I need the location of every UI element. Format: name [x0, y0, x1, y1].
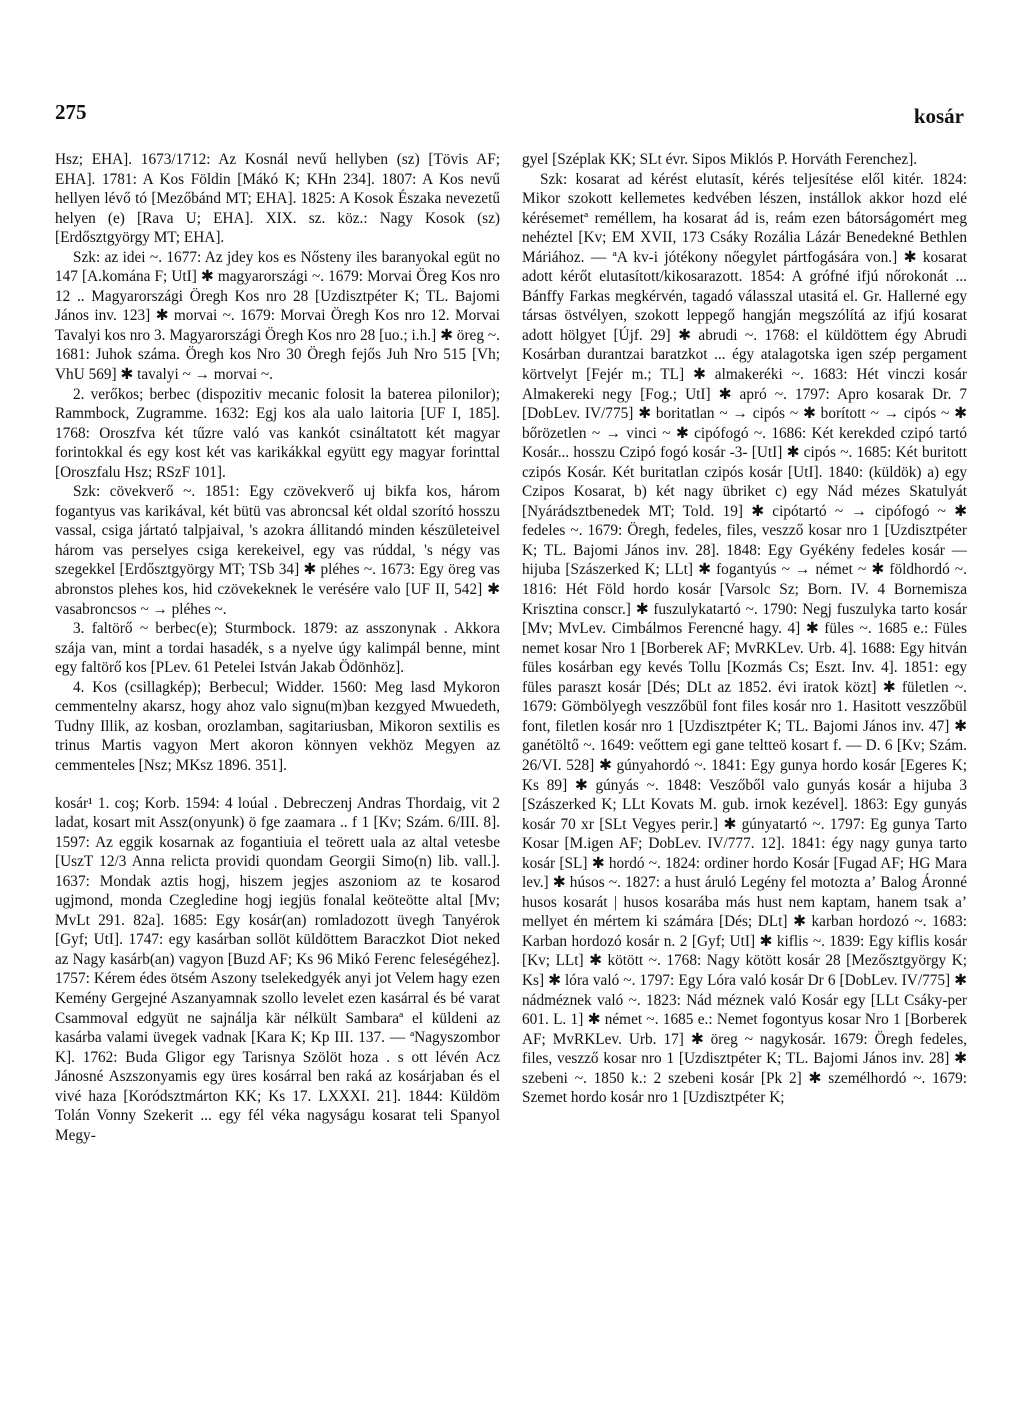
right-paragraph-2: Szk: kosarat ad kérést elutasít, kérés teljesítése elől kitér. 1824: Mikor szokott kellemetes kedvében lészen, instállok akkor hozd elé kérésemetª reméllem, ha kosarat ád is, reám ezen bátorságomért meg nehéztel [Kv; EM XVII, 173 Csáky Rozália Lázár Benedekné Bethlen Máriához. — ªA kv-i jótékony nőegylet pártfogására von.] ✱ kosarat adott kérőt elutasított/kikosarazott. 1854: A grófné ifjú nőrokonát ... Bánffy Farkas megkérvén, tagadó válasszal utasitá el. Gr. Hallerné egy társas östvélyen, szokott leppegő hangján megszólítá az ifjú kosarat adott hölgyet [Újf. 29] ✱ abrudi ~. 1768: el küldöttem égy Abrudi Kosárban durantzai baratzkot ... égy atalagotska igen szép pergament körtvelyt [Fejér m.; TL] ✱ almakeréki ~. 1683: Hét vinczi kosár Almakereki negy [Fog.; UtI] ✱ apró ~. 1797: Apro kosarak Dr. 7 [DobLev. IV/775] ✱ boritatlan ~ → cipós ~ ✱ borított ~ → cipós ~ ✱ bőrözetlen ~ → vinci ~ ✱ cipófogó ~. 1686: Két kerekded czipó tartó Kosár... hosszu Czipó fogó kosár -3- [UtI] ✱ cipós ~. 1685: Két buritott czipós Kosár. Két buritatlan czipós kosár [UtI]. 1840: (küldök) a) egy Czipos Kosarat, b) két nagy übriket c) egy Nád mézes Skatulyát [Nyárádsztbenedek MT; Told. 19] ✱ cipótartó ~ → cipófogó ~ ✱ fedeles ~. 1679: Öregh, fedeles, files, veszző kosar nro 1 [Uzdisztpéter K; TL. Bajomi János inv. 28]. 1848: Egy Gyékény fedeles kosár — hijuba [Szászerked K; LLt] ✱ fogantyús ~ → német ~ ✱ földhordó ~. 1816: Hét Föld hordo kosár [Varsolc Sz; Born. IV. 4 Bornemisza Krisztina conscr.] ✱ fuszulykatartó ~. 1790: Negj fuszulyka tarto kosár [Mv; MvLev. Cimbálmos Ferencné hagy. 4] ✱ füles ~. 1685 e.: Füles nemet kosar Nro 1 [Borberek AF; MvRKLev. Urb. 4]. 1688: Egy hitván füles kosárban egy kevés Tollu [Kozmás Cs; Eszt. Inv. 4]. 1851: egy füles paraszt kosár [Dés; DLt az 1852. évi iratok közt] ✱ fületlen ~. 1679: Gömbölyegh veszzőbül font files kosár nro 1. Hasitott veszzőbül font, filetlen kosár nro 1 [Uzdisztpéter K; TL. Bajomi János inv. 47] ✱ ganétöltő ~. 1649: veőttem egi gane teltteö kosart f. — D. 6 [Kv; Szám. 26/VI. 528] ✱ gúnyahordó ~. 1841: Egy gunya hordo kosár [Egeres K; Ks 89] ✱ gúnyás ~. 1848: Veszőből valo gunyás kosár a hijuba 3 [Szászerked K; LLt Kovats M. gub. irnok kezével]. 1863: Egy gunyás kosár 70 xr [SLt Vegyes perir.] ✱ gúnyatartó ~. 1797: Eg gunya Tarto Kosar [M.igen AF; DobLev. IV/777. 12]. 1841: égy nagy gunya tarto kosár [SL] ✱ hordó ~. 1824: ordiner hordo Kosár [Fugad AF; HG Mara lev.] ✱ húsos ~. 1827: a hust áruló Legény fel motozta aʼ Balog Áronné husos kosarát | husos kosarába más hust nem kaptam, hanem tsak aʼ mellyet én mértem ki számára [Dés; DLt] ✱ karban hordozó ~. 1683: Karban hordozó kosár n. 2 [Gyf; UtI] ✱ kiflis ~. 1839: Egy kiflis kosár [Kv; LLt] ✱ kötött ~. 1768: Nagy kötött kosár 28 [Mezősztgyörgy K; Ks] ✱ lóra való ~. 1797: Egy Lóra való kosár Dr 6 [DobLev. IV/775] ✱ nádméznek való ~. 1823: Nád méznek való Kosár egy [LLt Csáky-per 601. L. 1] ✱ német ~. 1685 e.: Nemet fogontyus kosar Nro 1 [Borberek AF; MvRKLev. Urb. 17] ✱ öreg ~ nagykosár. 1679: Öregh fedeles, files, veszző kosar nro 1 [Uzdisztpéter K; TL. Bajomi János inv. 28] ✱ szebeni ~. 1850 k.: 2 szebeni kosár [Pk 2] ✱ személhordó ~. 1679: Szemet hordo kosár nro 1 [Uzdisztpéter K;: [522, 170, 967, 1107]
left-paragraph-4: Szk: cövekverő ~. 1851: Egy czövekverő uj bikfa kos, három fogantyus vas karikával, két bütü vas abroncsal két oldal szorító hosszu vassal, csiga jártató talpjaival, 's azokra állitandó minden készületeivel három vas perselyes csiga kerekeivel, egy vas rúddal, 's négy vas szegekkel [Erdősztgyörgy MT; TSb 34] ✱ pléhes ~. 1673: Egy öreg vas abronstos plehes kos, hid czövekeknek le verésére valo [UF II, 542] ✱ vasabroncsos ~ → pléhes ~.: [55, 483, 500, 618]
left-paragraph-2: Szk: az idei ~. 1677: Az jdey kos es Nősteny iles baranyokal egüt no 147 [A.komána F; UtI] ✱ magyarországi ~. 1679: Morvai Öreg Kos nro 12 .. Magyarországi Öregh Kos nro 28 [Uzdisztpéter K; TL. Bajomi János inv. 123] ✱ morvai ~. 1679: Morvai Öregh Kos nro 12. Morvai Tavalyi kos nro 3. Magyarországi Öregh Kos nro 28 [uo.; i.h.] ✱ öreg ~. 1681: Juhok száma. Öregh kos Nro 30 Öregh fejős Juh Nro 515 [Vh; VhU 569] ✱ tavalyi ~ → morvai ~.: [55, 248, 500, 384]
page-number: 275: [55, 100, 87, 124]
left-paragraph-3: 2. verőkos; berbec (dispozitiv mecanic folosit la baterea pilonilor); Rammbock, Zugramme. 1632: Egj kos ala ualo laitoria [UF I, 185]. 1768: Oroszfva két tűzre való vas kankót csináltatott két magyar forintokkal és egy kost két vas karikákkal együtt egy magyar forinttal [Oroszfalu Hsz; RSzF 101].: [55, 385, 500, 481]
right-paragraph-1: gyel [Széplak KK; SLt évr. Sipos Miklós P. Horváth Ferenchez].: [522, 151, 918, 168]
left-paragraph-5: 3. faltörő ~ berbec(e); Sturmbock. 1879: az asszonynak . Akkora szája van, mint a tordai hasadék, s a nyelve úgy kalimpál benne, mint egy faltörő kos [PLev. 61 Petelei István Jakab Ödönhöz].: [55, 620, 500, 677]
dictionary-columns: [55, 150, 967, 1380]
running-head: kosár: [913, 104, 964, 128]
page-header: [55, 100, 964, 140]
left-paragraph-1: Hsz; EHA]. 1673/1712: Az Kosnál nevű hellyben (sz) [Tövis AF; EHA]. 1781: A Kos Földin [Mákó K; KHn 234]. 1807: A Kos nevű hellyen lévő tó [Mezőbánd MT; EHA]. 1825: A Kosok Északa nevezetű helyen (e) [Rava U; EHA]. XIX. sz. köz.: Nagy Kosok (sz) [Erdősztgyörgy MT; EHA].: [55, 151, 500, 247]
left-column: [55, 150, 500, 1380]
right-column: [522, 150, 967, 1380]
entry-kosar: kosár¹ 1. coş; Korb. 1594: 4 loúal . Debreczenj Andras Thordaig, vit 2 ladat, kosart mit Assz(onyunk) ö fge zaamara .. f 1 [Kv; Szám. 6/III. 8]. 1597: Az eggik kosarnak az fogantiuia el teörett uala az altal vetesbe [UszT 12/3 Anna relicta providi quondam Georgii Simo(n) lib. vall.]. 1637: Mondak aztis hogj, hiszem jegjes aszoniom az te kosarod ugjmond, monda Czegledine hogj iegjüs fonalal keöteötte altal [Mv; MvLt 291. 82a]. 1685: Egy kosár(an) romladozott üvegh Tanyérok [Gyf; UtI]. 1747: egy kasárban sollöt küldöttem Baraczkot Diot neked az Nagy kasárb(an) vagyon [Buzd AF; Ks 96 Mikó Ferenc feleségéhez]. 1757: Kérem édes ötsém Aszony tselekedgyék anyi jot Velem hagy ezen Kemény Gergejné Aszanyamnak szollo levelet ezen kasárral és bé varat Csammoval edgyüt ne sajnálja kär nélkült Sambaraª el küldeni az kasárba valami üvegek vadnak [Kara K; Kp III. 137. — ªNagyszombor K]. 1762: Buda Gligor egy Tarisnya Szölöt hoza . s ott lévén Acz Jánosné Aszszonyamis egy üres kosárral ben raká az kosárjaban és el vivé haza [Koródsztmárton KK; Ks 17. LXXXI. 21]. 1844: Küldöm Tolán Vonny Szekerit ... egy fél véka nagyságu kosarat teli Spanyol Megy-: [55, 794, 500, 1144]
left-paragraph-6: 4. Kos (csillagkép); Berbecul; Widder. 1560: Meg lasd Mykoron cemmentelny akarsz, hogy ahoz valo signu(m)ban kezgyed Mwuedeth, Tudny Illik, az kosban, orozlamban, sagitariusban, Mikoron sextilis es trinus Martis vagyon Mert akoron könnyen vekhöz Megyen az cemmenteles [Nsz; MKsz 1896. 351].: [55, 678, 500, 774]
